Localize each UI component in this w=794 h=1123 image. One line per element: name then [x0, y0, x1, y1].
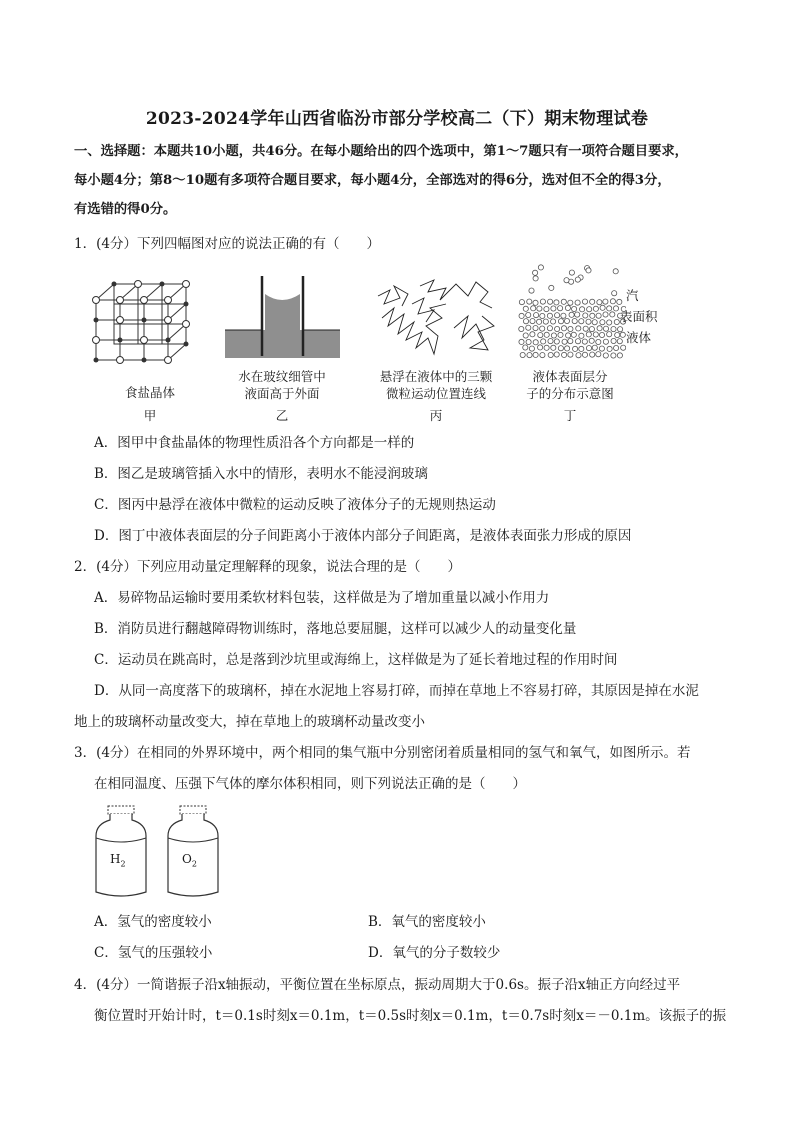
molecule-dot: [597, 300, 602, 305]
q1-option-b: B．图乙是玻璃管插入水中的情形，表明水不能浸润玻璃: [94, 466, 428, 482]
molecule-dot: [562, 339, 567, 344]
figure-bing-caption: [372, 368, 500, 402]
molecule-dot: [617, 353, 622, 358]
molecule-dot: [527, 353, 532, 358]
molecule-dot: [561, 313, 566, 318]
molecule-dot: [611, 327, 616, 332]
molecule-dot: [579, 333, 584, 338]
molecule-dot: [586, 268, 591, 273]
molecule-dot: [548, 299, 553, 304]
molecule-dot: [613, 269, 618, 274]
molecule-dot: [558, 346, 563, 351]
molecule-dot: [572, 306, 577, 311]
molecule-dot: [568, 300, 573, 305]
molecule-dot: [526, 325, 531, 330]
molecule-dot: [538, 265, 543, 270]
molecule-dot: [579, 319, 584, 324]
molecule-dot: [519, 300, 524, 305]
molecule-dot: [592, 345, 597, 350]
molecule-dot: [576, 353, 581, 358]
q1-option-c: C．图丙中悬浮在液体中微粒的运动反映了液体分子的无规则热运动: [94, 497, 496, 513]
molecule-dot: [561, 326, 566, 331]
hydrogen-formula-sub: 2: [120, 859, 126, 869]
molecule-dot: [547, 326, 552, 331]
q2-option-b: B．消防员进行翻越障碍物训练时，落地总要屈腿，这样可以减少人的动量变化量: [94, 621, 577, 637]
molecule-dot: [586, 332, 591, 337]
molecule-dot: [573, 346, 578, 351]
molecule-dot: [568, 326, 573, 331]
molecule-dot: [537, 319, 542, 324]
figure-yi-label: 乙: [275, 408, 289, 423]
molecule-dot: [613, 306, 618, 311]
section-line-2: 每小题4分；第8～10题有多项符合题目要求，每小题4分，全部选对的得6分，选对但不全的得3分，: [74, 173, 671, 188]
molecule-dot: [540, 326, 545, 331]
molecule-dot: [547, 313, 552, 318]
molecule-dot: [590, 313, 595, 318]
molecule-dot: [540, 313, 545, 318]
molecule-dot: [558, 306, 563, 311]
page-title: 2023-2024学年山西省临汾市部分学校高二（下）期末物理试卷: [145, 109, 649, 129]
molecule-dot: [531, 306, 536, 311]
molecule-dot: [617, 339, 622, 344]
molecule-dot: [549, 285, 554, 290]
section-line-1: 一、选择题：本题共10小题，共46分。在每小题给出的四个选项中，第1～7题只有一项符合题目要求，: [74, 144, 688, 159]
molecule-dot: [544, 345, 549, 350]
q2-option-c: C．运动员在跳高时，总是落到沙坑里或海绵上，这样做是为了延长着地过程的作用时间: [94, 652, 618, 668]
molecule-dot: [620, 332, 625, 337]
molecule-dot: [600, 305, 605, 310]
question-4-stem-line-2: 衡位置时开始计时，t＝0.1s时刻x＝0.1m，t＝0.5s时刻x＝0.1m，t＝0.7s时刻x＝－0.1m。该振子的振: [94, 1008, 727, 1024]
molecule-dot: [558, 332, 563, 337]
capillary-tube-figure: [225, 276, 340, 358]
molecule-dot: [599, 346, 604, 351]
molecule-dot: [523, 319, 528, 324]
figure-jia-label: 甲: [143, 408, 157, 423]
q3-option-a: A．氢气的密度较小: [94, 914, 212, 930]
molecule-dot: [538, 333, 543, 338]
molecule-dot: [607, 320, 612, 325]
figure-bing-caption-line-2: 微粒运动位置连线: [385, 386, 486, 401]
salt-crystal-figure: [90, 278, 200, 368]
q3-option-d: D．氧气的分子数较少: [368, 945, 501, 961]
molecule-dot: [529, 346, 534, 351]
molecule-dot: [575, 300, 580, 305]
q2-option-d-line-1: D．从同一高度落下的玻璃杯，掉在水泥地上容易打碎，而掉在草地上不容易打碎，其原因是掉在水泥: [94, 683, 699, 699]
q2-option-d-line-2: 地上的玻璃杯动量改变大，掉在草地上的玻璃杯动量改变小: [74, 714, 425, 730]
molecule-dot: [569, 270, 574, 275]
molecule-dot: [543, 319, 548, 324]
molecule-dot: [551, 319, 556, 324]
molecule-dot: [530, 332, 535, 337]
molecule-dot: [582, 352, 587, 357]
molecule-dot: [561, 299, 566, 304]
figure-ding-caption-line-1: 液体表面层分: [532, 369, 608, 384]
molecule-dot: [533, 340, 538, 345]
molecule-dot: [519, 313, 524, 318]
molecule-dot: [568, 339, 573, 344]
molecule-dot: [526, 339, 531, 344]
figure-bing-label: 丙: [429, 408, 443, 423]
molecule-dot: [572, 319, 577, 324]
molecule-dot: [544, 307, 549, 312]
molecule-dot: [519, 326, 524, 331]
molecule-dot: [603, 353, 608, 358]
molecule-dot: [540, 299, 545, 304]
molecule-dot: [575, 312, 580, 317]
molecule-dot: [526, 312, 531, 317]
molecule-dot: [551, 345, 556, 350]
figure-ding-label-qi: 汽: [626, 288, 639, 303]
molecule-dot: [575, 339, 580, 344]
section-instructions: [74, 141, 734, 221]
molecule-dot: [583, 313, 588, 318]
molecule-dot: [582, 339, 587, 344]
molecule-dot: [551, 333, 556, 338]
molecule-dot: [544, 332, 549, 337]
oxygen-formula-main: O: [182, 852, 192, 866]
molecule-dot: [607, 332, 612, 337]
molecule-dot: [555, 313, 560, 318]
molecule-dot: [589, 338, 594, 343]
figure-ding-caption: [512, 368, 628, 402]
molecule-dot: [607, 346, 612, 351]
q3-option-c: C．氢气的压强较小: [94, 945, 213, 961]
q1-option-d: D．图丁中液体表面层的分子间距离小于液体内部分子间距离，是液体表面张力形成的原因: [94, 528, 632, 544]
molecule-dot: [523, 333, 528, 338]
molecule-dot: [554, 352, 559, 357]
molecule-dot: [533, 270, 538, 275]
molecule-dot: [568, 352, 573, 357]
molecule-dot: [555, 326, 560, 331]
molecule-dot: [603, 326, 608, 331]
figure-yi-caption-line-2: 液面高于外面: [244, 386, 320, 401]
molecule-dot: [530, 319, 535, 324]
figure-ding-label-surface: 表面积: [620, 309, 658, 324]
molecule-dot: [579, 346, 584, 351]
molecule-dot: [533, 276, 538, 281]
molecule-dot: [583, 326, 588, 331]
molecule-dot: [533, 326, 538, 331]
molecule-dot: [618, 327, 623, 332]
molecule-dot: [548, 352, 553, 357]
molecule-dot: [607, 306, 612, 311]
molecule-dot: [593, 306, 598, 311]
molecule-dot: [533, 352, 538, 357]
question-3-stem-line-2: 在相同温度、压强下气体的摩尔体积相同，则下列说法正确的是（ ）: [94, 776, 526, 792]
molecule-dot: [551, 306, 556, 311]
molecule-dot: [587, 307, 592, 312]
molecule-dot: [576, 326, 581, 331]
molecule-dot: [558, 319, 563, 324]
molecule-dot: [596, 313, 601, 318]
molecule-dot: [519, 339, 524, 344]
molecule-dot: [614, 319, 619, 324]
molecule-dot: [565, 305, 570, 310]
figure-yi-caption-line-1: 水在玻纹细管中: [238, 369, 326, 384]
molecule-dot: [599, 332, 604, 337]
oxygen-formula-sub: 2: [191, 859, 197, 869]
molecule-dot: [541, 339, 546, 344]
molecule-dot: [612, 291, 617, 296]
molecule-dot: [617, 299, 622, 304]
molecule-dot: [610, 312, 615, 317]
hydrogen-formula: [110, 852, 126, 868]
molecule-dot: [571, 332, 576, 337]
molecule-dot: [523, 345, 528, 350]
molecule-dot: [597, 326, 602, 331]
molecule-dot: [569, 312, 574, 317]
surface-molecules-figure: [518, 262, 626, 360]
molecule-dot: [575, 277, 580, 282]
molecule-dot: [590, 299, 595, 304]
figure-jia-caption: 食盐晶体: [124, 385, 175, 400]
molecule-dot: [586, 346, 591, 351]
figure-ding-caption-line-2: 子的分布示意图: [526, 386, 614, 401]
molecule-dot: [596, 352, 601, 357]
molecule-dot: [566, 333, 571, 338]
molecule-dot: [590, 352, 595, 357]
section-line-3: 有选错的得0分。: [74, 202, 177, 217]
brownian-motion-figure: [376, 278, 496, 358]
hydrogen-formula-main: H: [110, 852, 121, 866]
molecule-dot: [589, 327, 594, 332]
question-3-stem-line-1: 3．(4分）在相同的外界环境中，两个相同的集气瓶中分别密闭着质量相同的氢气和氧气，如图所示。若: [74, 745, 691, 761]
molecule-dot: [611, 353, 616, 358]
molecule-dot: [565, 346, 570, 351]
molecule-dot: [534, 313, 539, 318]
molecule-dot: [600, 320, 605, 325]
molecule-dot: [540, 353, 545, 358]
q1-option-a: A．图甲中食盐晶体的物理性质沿各个方向都是一样的: [94, 435, 415, 451]
molecule-dot: [603, 312, 608, 317]
molecule-dot: [527, 299, 532, 304]
molecule-dot: [610, 299, 615, 304]
molecule-dot: [564, 318, 569, 323]
molecule-dot: [596, 339, 601, 344]
question-1-stem: 1．(4分）下列四幅图对应的说法正确的有（ ）: [74, 236, 380, 252]
molecule-dot: [523, 306, 528, 311]
molecule-dot: [603, 339, 608, 344]
q2-option-a: A．易碎物品运输时要用柔软材料包装，这样做是为了增加重量以减小作用力: [94, 590, 550, 606]
question-2-stem: 2．(4分）下列应用动量定理解释的现象，说法合理的是（ ）: [74, 559, 461, 575]
molecule-dot: [593, 332, 598, 337]
molecule-dot: [603, 299, 608, 304]
molecule-dot: [592, 320, 597, 325]
molecule-dot: [614, 345, 619, 350]
figure-yi-caption: [222, 368, 342, 402]
figure-bing-caption-line-1: 悬浮在液体中的三颗: [379, 369, 493, 384]
molecule-dot: [564, 278, 569, 283]
molecule-dot: [533, 300, 538, 305]
molecule-dot: [611, 338, 616, 343]
molecule-dot: [580, 307, 585, 312]
molecule-dot: [554, 300, 559, 305]
molecule-dot: [582, 299, 587, 304]
figure-ding-label: 丁: [563, 408, 577, 423]
figure-ding-label-liquid: 液体: [626, 330, 652, 345]
molecule-dot: [529, 288, 534, 293]
molecule-dot: [586, 319, 591, 324]
q3-option-b: B．氧气的密度较小: [368, 914, 486, 930]
molecule-dot: [562, 352, 567, 357]
molecule-dot: [538, 345, 543, 350]
molecule-dot: [615, 332, 620, 337]
molecule-dot: [520, 352, 525, 357]
molecule-dot: [554, 339, 559, 344]
molecule-dot: [548, 339, 553, 344]
molecule-dot: [537, 306, 542, 311]
oxygen-formula: [182, 852, 197, 868]
question-4-stem-line-1: 4．(4分）一简谐振子沿x轴振动，平衡位置在坐标原点，振动周期大于0.6s。振子沿x轴正方向经过平: [74, 977, 681, 993]
